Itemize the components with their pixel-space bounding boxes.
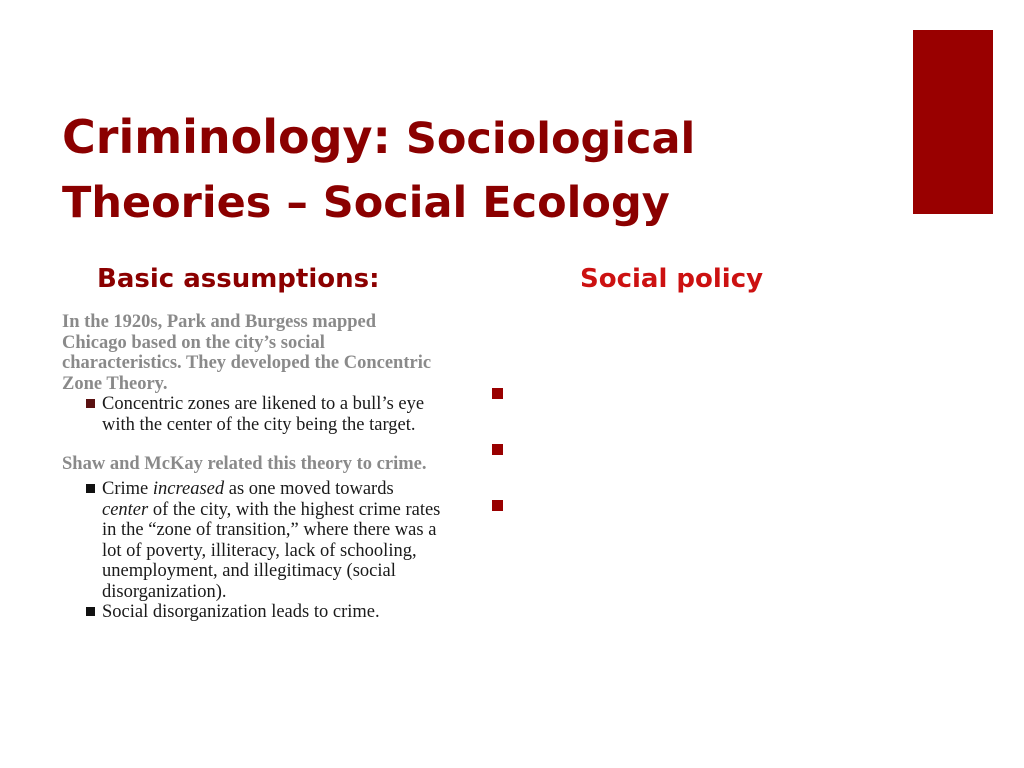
title-part-criminology: Criminology: (62, 110, 391, 164)
bullet-square-icon (492, 500, 503, 511)
bullet-text-emphasis-increased: increased (152, 479, 225, 499)
slide-title (62, 106, 882, 234)
bullet-concentric-zones (62, 394, 442, 435)
title-part-theories: Theories – Social Ecology (62, 178, 670, 228)
bullet-text-a: Crime (102, 479, 153, 499)
bullet-text-emphasis-center: center (102, 499, 149, 520)
bullet-square-icon (86, 399, 95, 408)
bullet-social-disorganization (62, 602, 442, 623)
bullet-text-c: as one moved towards (224, 479, 394, 499)
bullet-text-e: of the city, with the highest crime rates in the “zone of transition,” where there was a lot of poverty, illiteracy, lack of schooling, unemployment, and illegitimacy (social disorganization). (102, 499, 441, 602)
right-column-bullets (492, 388, 503, 556)
left-column-heading: Basic assumptions: (97, 264, 380, 294)
bullet-square-icon (492, 444, 503, 455)
intro-paragraph: In the 1920s, Park and Burgess mapped Chicago based on the city’s social characteristics. They developed the Concentric Zone Theory. (62, 312, 432, 394)
right-column-heading: Social policy (580, 264, 764, 294)
left-column-content (62, 312, 442, 623)
bullet-text: Concentric zones are likened to a bull’s eye with the center of the city being the target. (102, 394, 425, 435)
bullet-crime-increased (62, 479, 442, 602)
shaw-mckay-paragraph: Shaw and McKay related this theory to crime. (62, 454, 427, 474)
title-part-sociological: Sociological (390, 114, 696, 164)
bullet-text: Social disorganization leads to crime. (102, 602, 380, 622)
bullet-square-icon (86, 484, 95, 493)
bullet-square-icon (492, 388, 503, 399)
accent-bar (913, 30, 993, 214)
bullet-square-icon (86, 607, 95, 616)
